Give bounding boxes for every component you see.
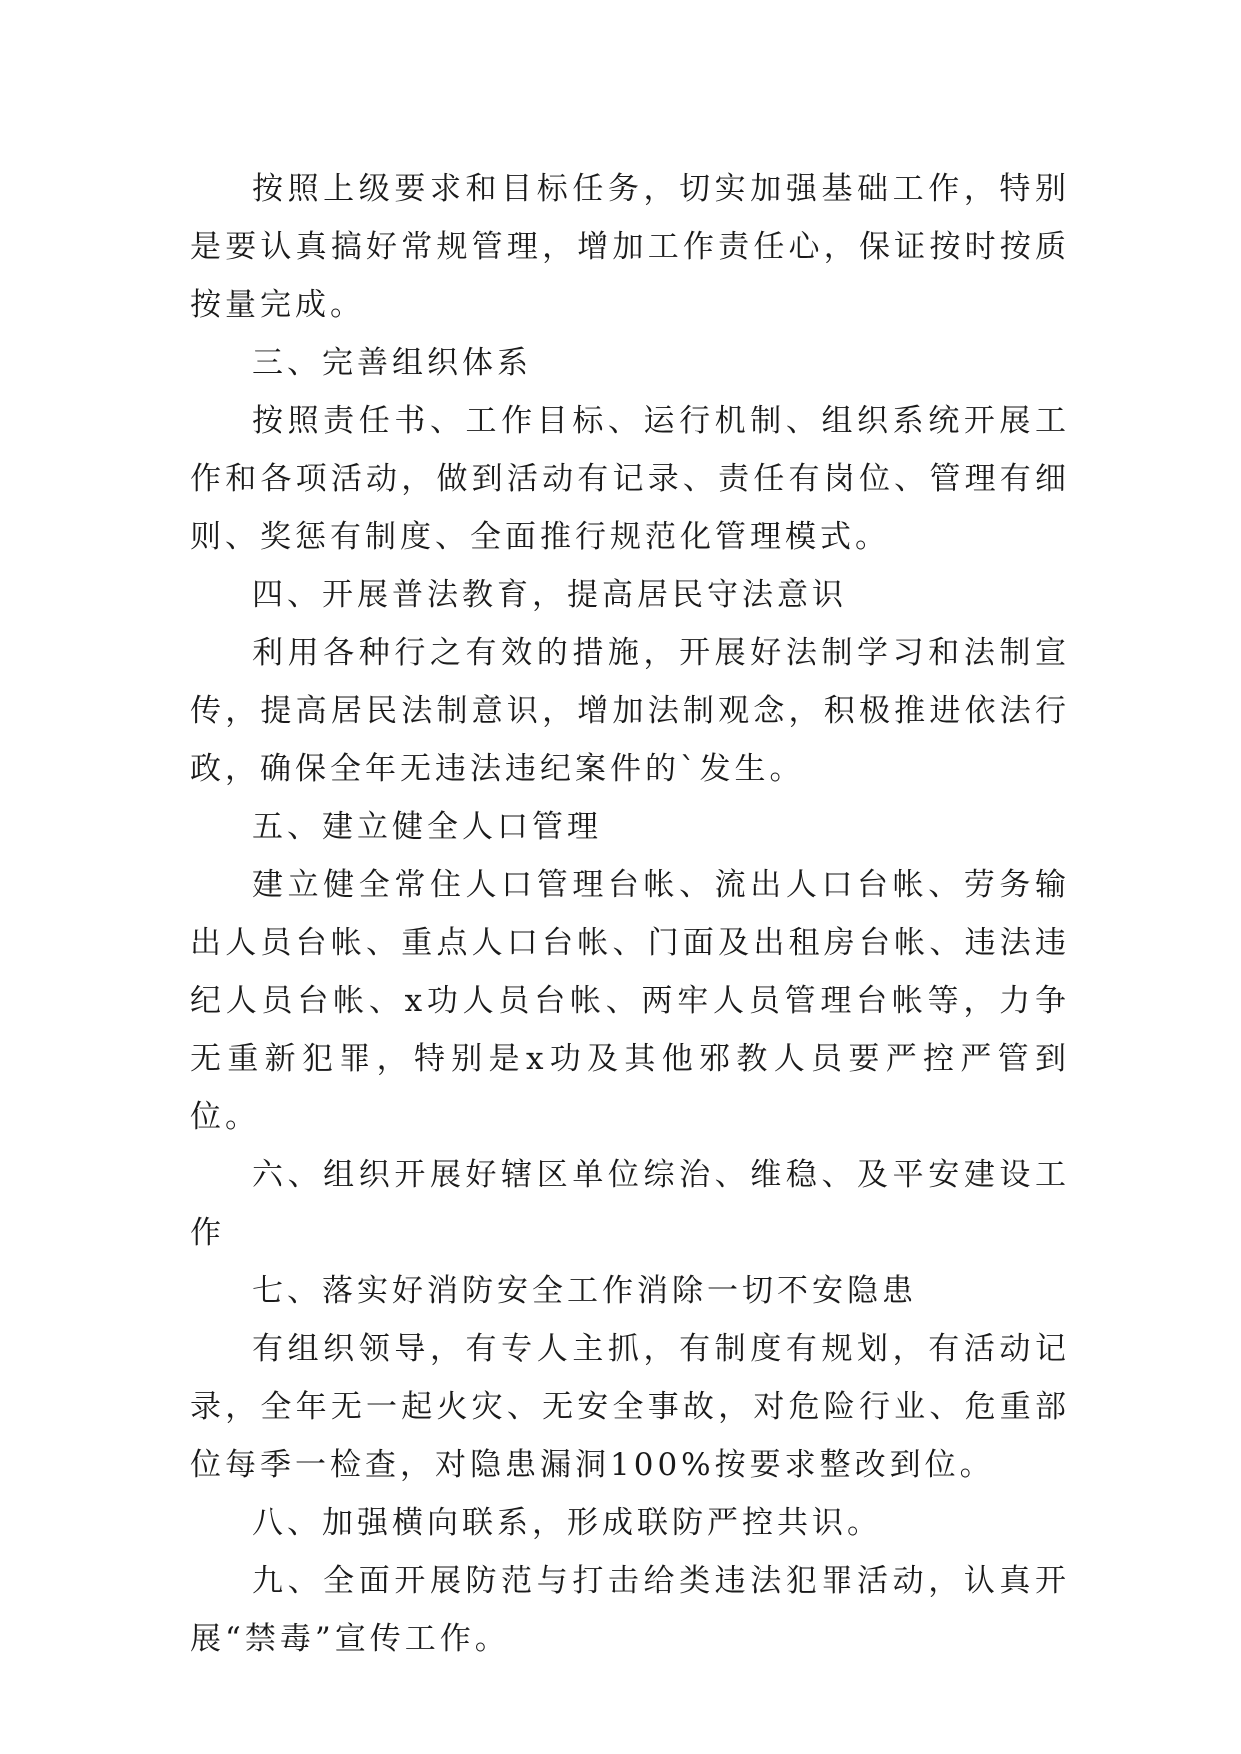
paragraph: 有组织领导，有专人主抓，有制度有规划，有活动记录，全年无一起火灾、无安全事故，对危险行业、危重部位每季一检查，对隐患漏洞100%按要求整改到位。 xyxy=(190,1331,1070,1483)
section-heading: 六、组织开展好辖区单位综治、维稳、及平安建设工作 xyxy=(190,1157,1070,1251)
paragraph: 按照上级要求和目标任务，切实加强基础工作，特别是要认真搞好常规管理，增加工作责任心，保证按时按质按量完成。 xyxy=(190,171,1070,323)
paragraph: 按照责任书、工作目标、运行机制、组织系统开展工作和各项活动，做到活动有记录、责任有岗位、管理有细则、奖惩有制度、全面推行规范化管理模式。 xyxy=(190,403,1070,555)
section-heading: 七、落实好消防安全工作消除一切不安隐患 xyxy=(252,1273,917,1309)
paragraph: 建立健全常住人口管理台帐、流出人口台帐、劳务输出人员台帐、重点人口台帐、门面及出租房台帐、违法违纪人员台帐、x功人员台帐、两牢人员管理台帐等，力争无重新犯罪，特别是x功及其他邪教人员要严控严管到位。 xyxy=(190,867,1070,1135)
section-heading: 八、加强横向联系，形成联防严控共识。 xyxy=(252,1505,882,1541)
paragraph: 九、全面开展防范与打击给类违法犯罪活动，认真开展“禁毒”宣传工作。 xyxy=(190,1563,1070,1657)
paragraph: 利用各种行之有效的措施，开展好法制学习和法制宣传，提高居民法制意识，增加法制观念，积极推进依法行政，确保全年无违法违纪案件的`发生。 xyxy=(190,635,1070,787)
document-body xyxy=(190,160,1070,1668)
section-heading: 三、完善组织体系 xyxy=(252,345,532,381)
section-heading: 四、开展普法教育，提高居民守法意识 xyxy=(252,577,847,613)
section-heading: 五、建立健全人口管理 xyxy=(252,809,602,845)
